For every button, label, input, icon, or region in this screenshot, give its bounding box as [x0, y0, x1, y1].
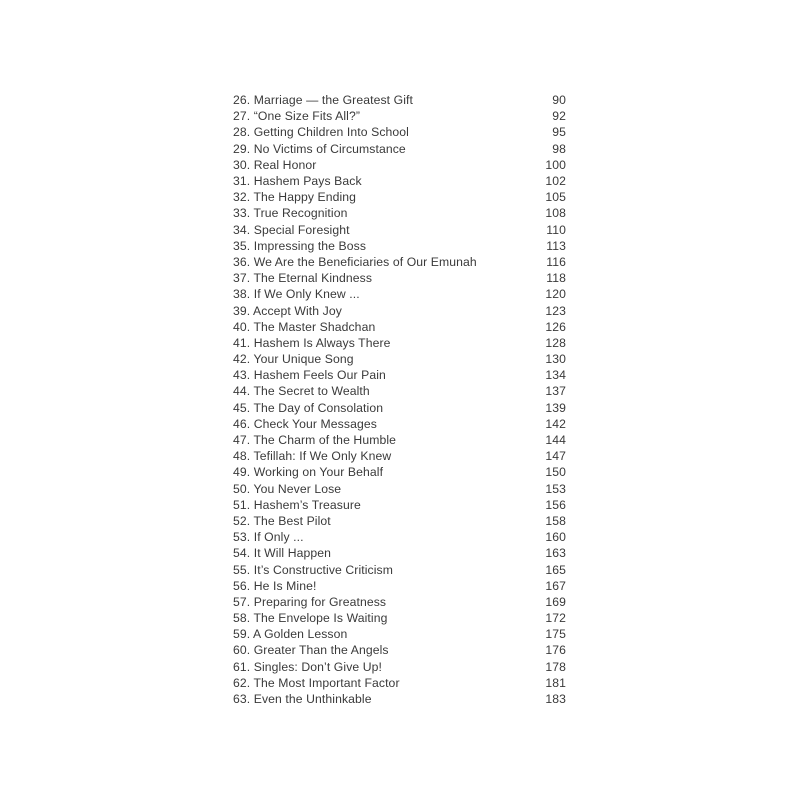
toc-entry-page-number: 142 — [545, 416, 566, 431]
toc-entry — [233, 319, 566, 335]
toc-entry-title: 57. Preparing for Greatness — [233, 594, 387, 609]
toc-entry-page-number: 130 — [545, 352, 566, 367]
toc-entry — [233, 222, 566, 238]
toc-entry — [233, 675, 566, 691]
toc-entry — [233, 659, 566, 675]
toc-entry — [233, 610, 566, 626]
toc-entry-title: 26. Marriage — the Greatest Gift — [233, 93, 413, 108]
toc-entry-page-number: 158 — [545, 513, 566, 528]
toc-entry-title: 42. Your Unique Song — [233, 352, 354, 367]
toc-entry — [233, 545, 566, 561]
toc-entry — [233, 254, 566, 270]
toc-entry-title: 35. Impressing the Boss — [233, 238, 367, 253]
toc-entry-title: 30. Real Honor — [233, 157, 317, 172]
toc-entry-page-number: 139 — [545, 400, 566, 415]
toc-entry-title: 51. Hashem’s Treasure — [233, 497, 361, 512]
toc-entry-page-number: 172 — [545, 611, 566, 626]
toc-entry-page-number: 165 — [545, 562, 566, 577]
toc-entry — [233, 642, 566, 658]
toc-entry-page-number: 147 — [545, 449, 566, 464]
toc-entry-title: 34. Special Foresight — [233, 222, 350, 237]
toc-entry-page-number: 113 — [546, 238, 566, 253]
table-of-contents — [233, 92, 566, 707]
toc-entry-page-number: 178 — [545, 659, 566, 674]
toc-entry — [233, 124, 566, 140]
toc-entry-title: 28. Getting Children Into School — [233, 125, 409, 140]
toc-entry-page-number: 156 — [545, 497, 566, 512]
toc-entry-title: 43. Hashem Feels Our Pain — [233, 368, 386, 383]
toc-entry-page-number: 108 — [545, 206, 566, 221]
toc-entry — [233, 578, 566, 594]
toc-entry — [233, 270, 566, 286]
toc-entry — [233, 92, 566, 108]
toc-entry — [233, 497, 566, 513]
toc-entry — [233, 529, 566, 545]
toc-entry-page-number: 98 — [552, 141, 566, 156]
toc-entry — [233, 481, 566, 497]
toc-entry-title: 50. You Never Lose — [233, 481, 342, 496]
toc-entry-title: 54. It Will Happen — [233, 546, 331, 561]
toc-entry-page-number: 123 — [545, 303, 566, 318]
toc-entry — [233, 464, 566, 480]
toc-entry-title: 62. The Most Important Factor — [233, 675, 400, 690]
toc-entry-page-number: 110 — [546, 222, 566, 237]
toc-entry-page-number: 120 — [545, 287, 566, 302]
toc-entry-page-number: 126 — [545, 319, 566, 334]
toc-entry-title: 55. It’s Constructive Criticism — [233, 562, 393, 577]
toc-entry-page-number: 163 — [545, 546, 566, 561]
toc-entry-page-number: 134 — [545, 368, 566, 383]
toc-entry — [233, 561, 566, 577]
toc-entry-page-number: 137 — [545, 384, 566, 399]
toc-entry-title: 45. The Day of Consolation — [233, 400, 384, 415]
toc-entry-title: 29. No Victims of Circumstance — [233, 141, 406, 156]
toc-entry-page-number: 128 — [545, 335, 566, 350]
toc-entry-title: 59. A Golden Lesson — [233, 627, 348, 642]
toc-entry — [233, 157, 566, 173]
toc-entry-page-number: 175 — [545, 627, 566, 642]
toc-entry-title: 53. If Only ... — [233, 530, 304, 545]
toc-entry-page-number: 116 — [546, 254, 566, 269]
toc-entry-title: 41. Hashem Is Always There — [233, 335, 391, 350]
toc-entry-title: 33. True Recognition — [233, 206, 348, 221]
toc-entry-page-number: 183 — [545, 692, 566, 707]
toc-entry — [233, 189, 566, 205]
toc-entry — [233, 448, 566, 464]
toc-entry — [233, 513, 566, 529]
toc-entry-title: 38. If We Only Knew ... — [233, 287, 360, 302]
toc-entry — [233, 173, 566, 189]
toc-entry — [233, 383, 566, 399]
toc-entry — [233, 416, 566, 432]
toc-entry — [233, 691, 566, 707]
toc-entry-title: 37. The Eternal Kindness — [233, 271, 373, 286]
toc-entry — [233, 367, 566, 383]
toc-entry-page-number: 90 — [552, 93, 566, 108]
toc-entry-page-number: 176 — [545, 643, 566, 658]
toc-entry-page-number: 160 — [545, 530, 566, 545]
toc-entry-title: 27. “One Size Fits All?” — [233, 109, 361, 124]
toc-entry-title: 61. Singles: Don’t Give Up! — [233, 659, 383, 674]
toc-entry — [233, 302, 566, 318]
toc-entry — [233, 351, 566, 367]
toc-entry-title: 60. Greater Than the Angels — [233, 643, 389, 658]
toc-entry — [233, 108, 566, 124]
toc-entry-page-number: 95 — [552, 125, 566, 140]
toc-entry-title: 58. The Envelope Is Waiting — [233, 611, 388, 626]
toc-entry-title: 39. Accept With Joy — [233, 303, 342, 318]
toc-entry-title: 36. We Are the Beneficiaries of Our Emunah — [233, 254, 477, 269]
toc-entry-title: 47. The Charm of the Humble — [233, 433, 397, 448]
toc-entry-page-number: 100 — [545, 157, 566, 172]
toc-entry-title: 63. Even the Unthinkable — [233, 692, 372, 707]
toc-entry-page-number: 169 — [545, 594, 566, 609]
toc-entry-page-number: 153 — [545, 481, 566, 496]
toc-entry-page-number: 181 — [545, 675, 566, 690]
toc-entry-page-number: 150 — [545, 465, 566, 480]
toc-entry-title: 40. The Master Shadchan — [233, 319, 376, 334]
toc-entry — [233, 286, 566, 302]
toc-entry — [233, 335, 566, 351]
toc-entry-title: 48. Tefillah: If We Only Knew — [233, 449, 392, 464]
toc-entry — [233, 626, 566, 642]
toc-entry-page-number: 102 — [545, 174, 566, 189]
toc-entry — [233, 432, 566, 448]
toc-entry-title: 32. The Happy Ending — [233, 190, 357, 205]
toc-entry-title: 52. The Best Pilot — [233, 513, 331, 528]
toc-entry-title: 44. The Secret to Wealth — [233, 384, 370, 399]
toc-entry-page-number: 144 — [545, 433, 566, 448]
toc-entry — [233, 238, 566, 254]
toc-entry-title: 46. Check Your Messages — [233, 416, 377, 431]
toc-entry — [233, 400, 566, 416]
toc-entry — [233, 141, 566, 157]
toc-entry-page-number: 167 — [545, 578, 566, 593]
toc-entry-page-number: 105 — [545, 190, 566, 205]
toc-entry-title: 31. Hashem Pays Back — [233, 174, 362, 189]
toc-entry-title: 49. Working on Your Behalf — [233, 465, 384, 480]
toc-entry — [233, 205, 566, 221]
toc-entry-page-number: 118 — [546, 271, 566, 286]
toc-entry — [233, 594, 566, 610]
toc-entry-title: 56. He Is Mine! — [233, 578, 317, 593]
toc-entry-page-number: 92 — [552, 109, 566, 124]
